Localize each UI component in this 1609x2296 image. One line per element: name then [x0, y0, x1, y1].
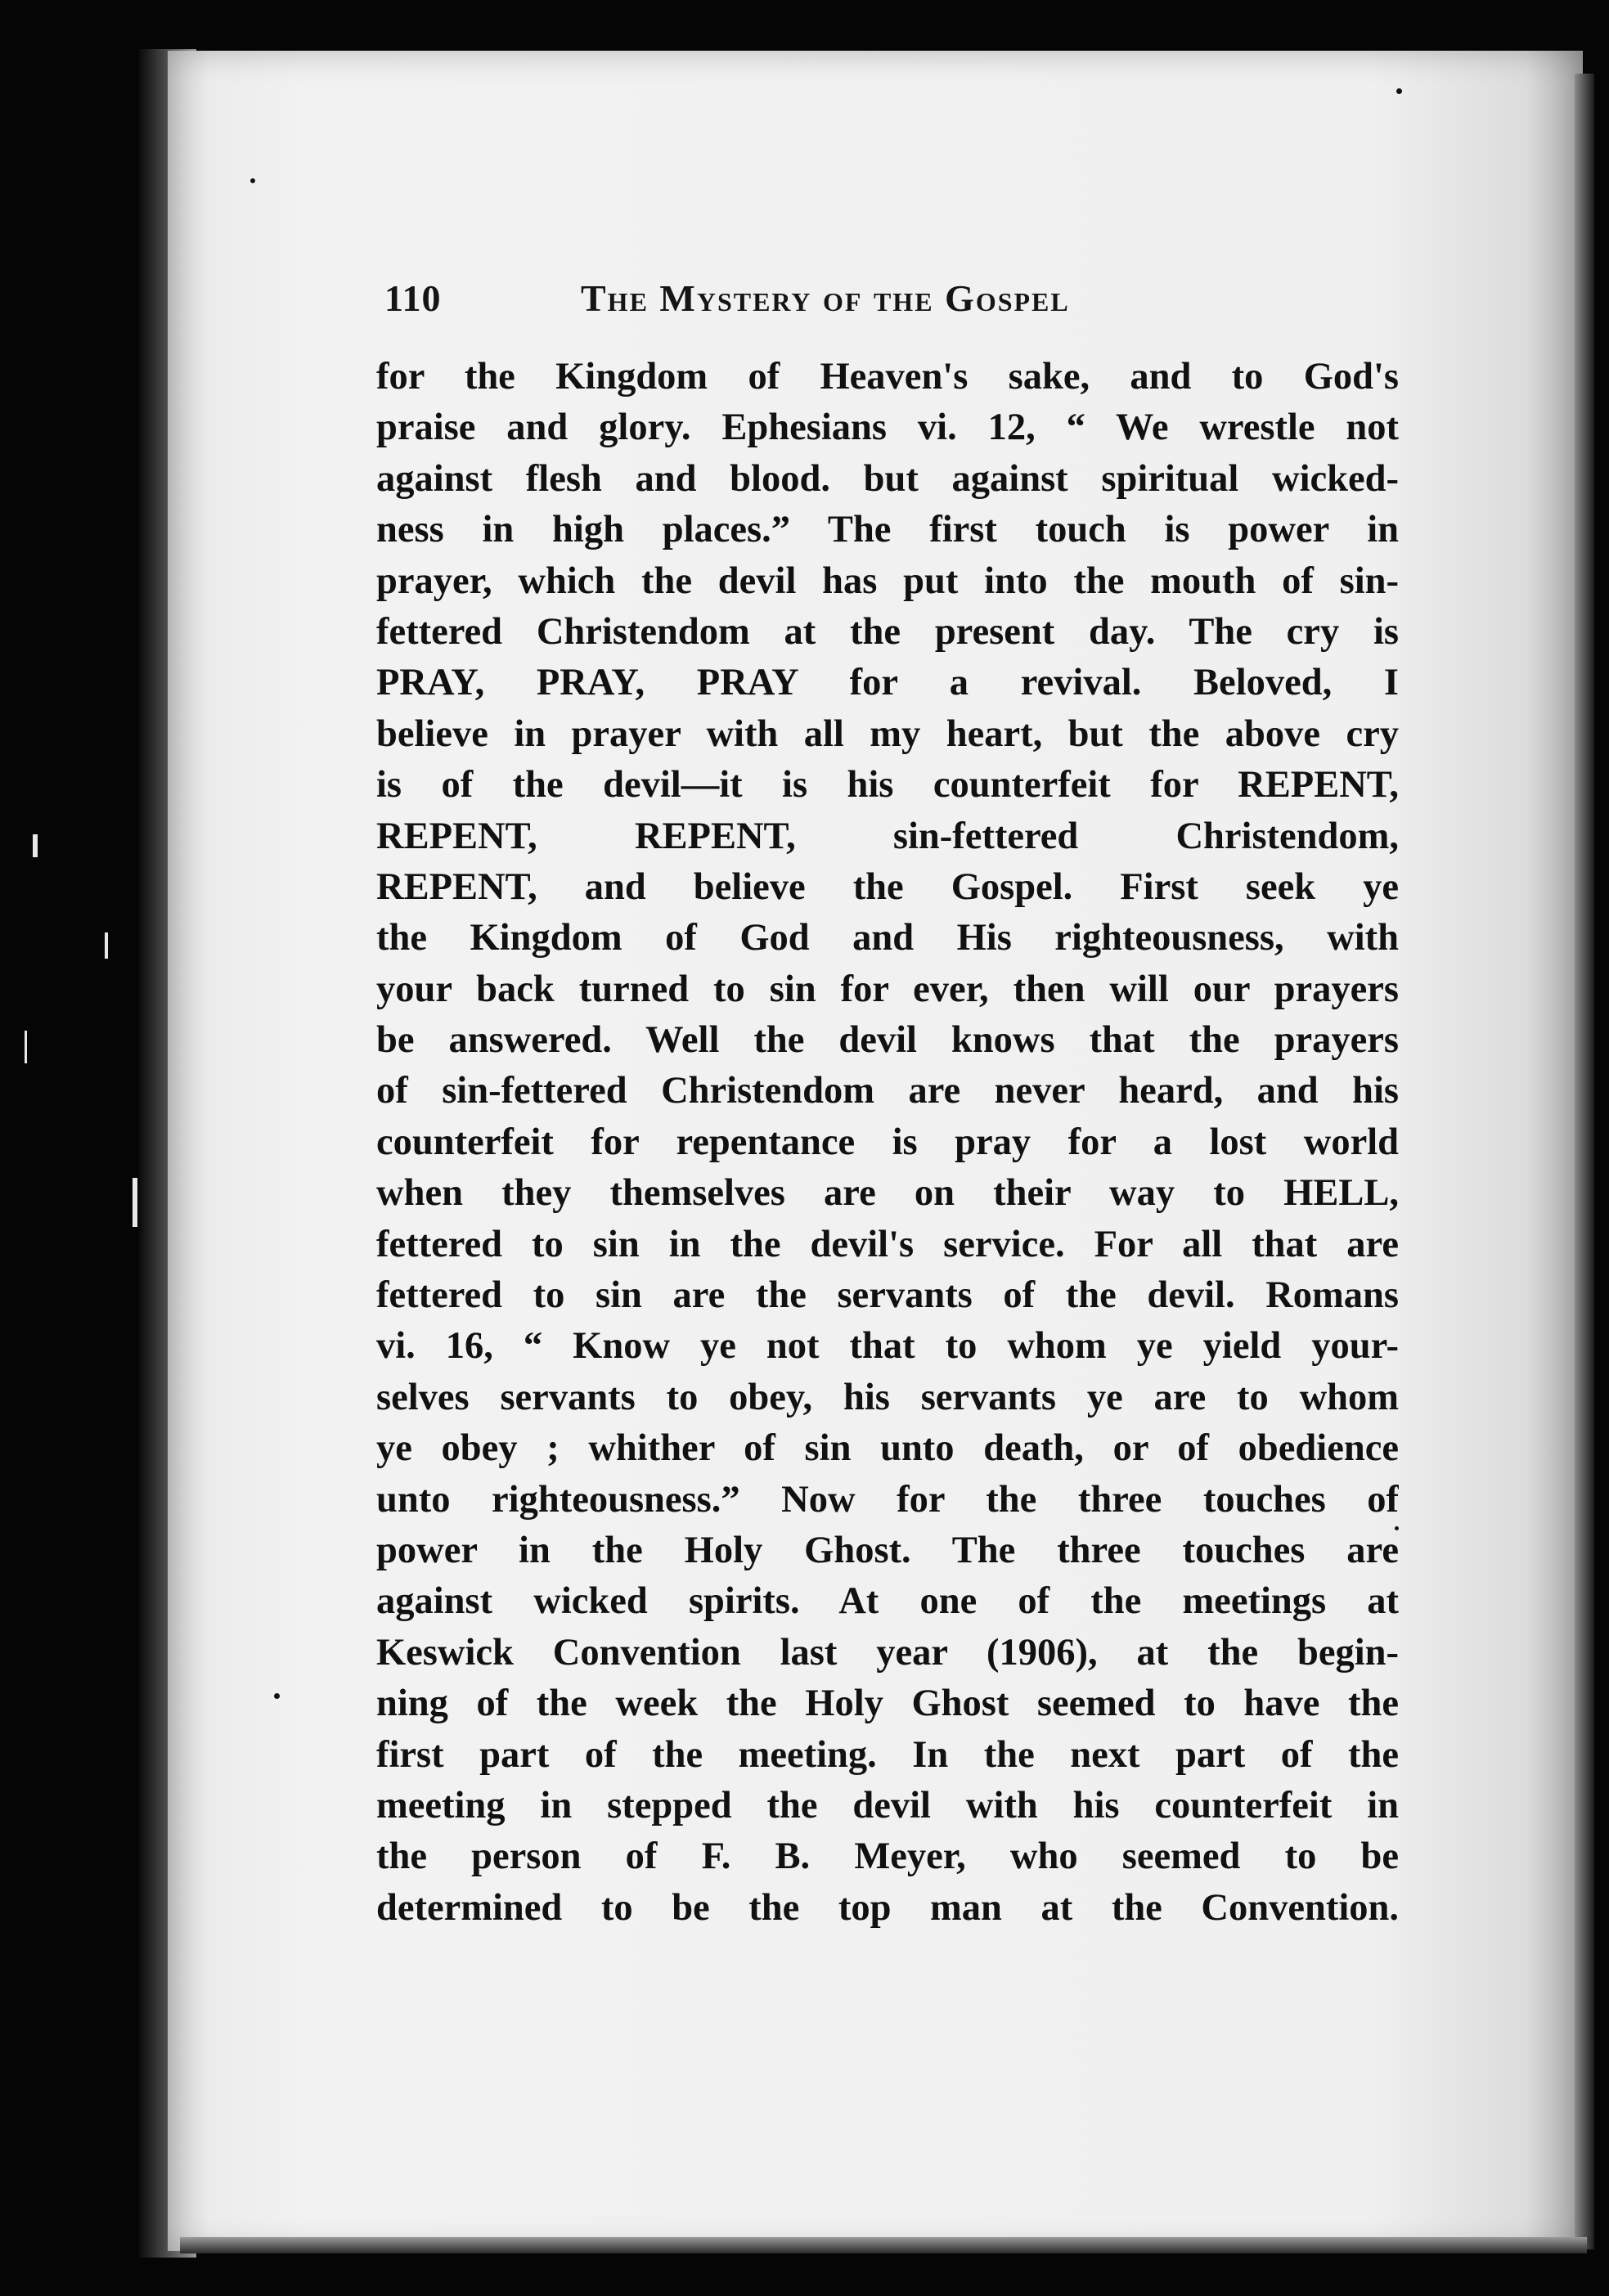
text-line: ye obey ; whither of sin unto death, or of obedience: [376, 1427, 1399, 1470]
scan-speck: [274, 1693, 280, 1699]
text-line: the Kingdom of God and His righteousness, with: [376, 917, 1399, 959]
text-line: believe in prayer with all my heart, but the above cry: [376, 712, 1399, 755]
text-line: selves servants to obey, his servants ye are to whom: [376, 1376, 1399, 1418]
text-line: against wicked spirits. At one of the meetings at: [376, 1580, 1399, 1623]
text-line: counterfeit for repentance is pray for a lost world: [376, 1121, 1399, 1163]
page-number: 110: [384, 277, 442, 319]
margin-mark: [133, 1178, 137, 1227]
text-line: fettered Christendom at the present day. The cry is: [376, 610, 1399, 653]
text-line: praise and glory. Ephesians vi. 12, “ We wrestle not: [376, 407, 1399, 449]
text-line: first part of the meeting. In the next part of the: [376, 1733, 1399, 1776]
text-line: prayer, which the devil has put into the mouth of sin-: [376, 559, 1399, 602]
text-line: PRAY, PRAY, PRAY for a revival. Beloved, I: [376, 662, 1399, 704]
text-line: of sin-fettered Christendom are never heard, and his: [376, 1070, 1399, 1112]
running-title: The Mystery of the Gospel: [581, 277, 1070, 319]
text-line: be answered. Well the devil knows that the prayers: [376, 1019, 1399, 1062]
text-line: the person of F. B. Meyer, who seemed to be: [376, 1835, 1399, 1878]
margin-mark: [105, 932, 108, 959]
text-line: ness in high places.” The first touch is power in: [376, 509, 1399, 551]
text-line: power in the Holy Ghost. The three touches are: [376, 1529, 1399, 1571]
text-line: ning of the week the Holy Ghost seemed to have the: [376, 1683, 1399, 1725]
text-line: fettered to sin are the servants of the devil. Romans: [376, 1274, 1399, 1317]
margin-mark: [33, 834, 38, 857]
text-line: vi. 16, “ Know ye not that to whom ye yield your-: [376, 1325, 1399, 1368]
text-line: REPENT, and believe the Gospel. First seek ye: [376, 865, 1399, 908]
text-line: REPENT, REPENT, sin-fettered Christendom,: [376, 815, 1399, 857]
text-line: unto righteousness.” Now for the three touches of: [376, 1478, 1399, 1521]
running-head: [384, 276, 1407, 334]
text-line: meeting in stepped the devil with his counterfeit in: [376, 1784, 1399, 1826]
text-line: when they themselves are on their way to HELL,: [376, 1172, 1399, 1215]
text-line: Keswick Convention last year (1906), at the begin-: [376, 1631, 1399, 1674]
text-line: is of the devil—it is his counterfeit for REPENT,: [376, 764, 1399, 807]
scan-speck: [1396, 88, 1402, 94]
body-text: [376, 352, 1399, 1934]
margin-mark: [25, 1031, 27, 1063]
scan-speck: [250, 178, 255, 183]
text-line: fettered to sin in the devil's service. For all that are: [376, 1223, 1399, 1265]
text-line: determined to be the top man at the Convention.: [376, 1886, 1399, 1929]
text-line: against flesh and blood. but against spiritual wicked-: [376, 457, 1399, 500]
text-line: your back turned to sin for ever, then will our prayers: [376, 968, 1399, 1010]
page-bottom-edge: [180, 2237, 1587, 2253]
text-line: for the Kingdom of Heaven's sake, and to God's: [376, 356, 1399, 398]
page-right-edge: [1575, 74, 1594, 2249]
